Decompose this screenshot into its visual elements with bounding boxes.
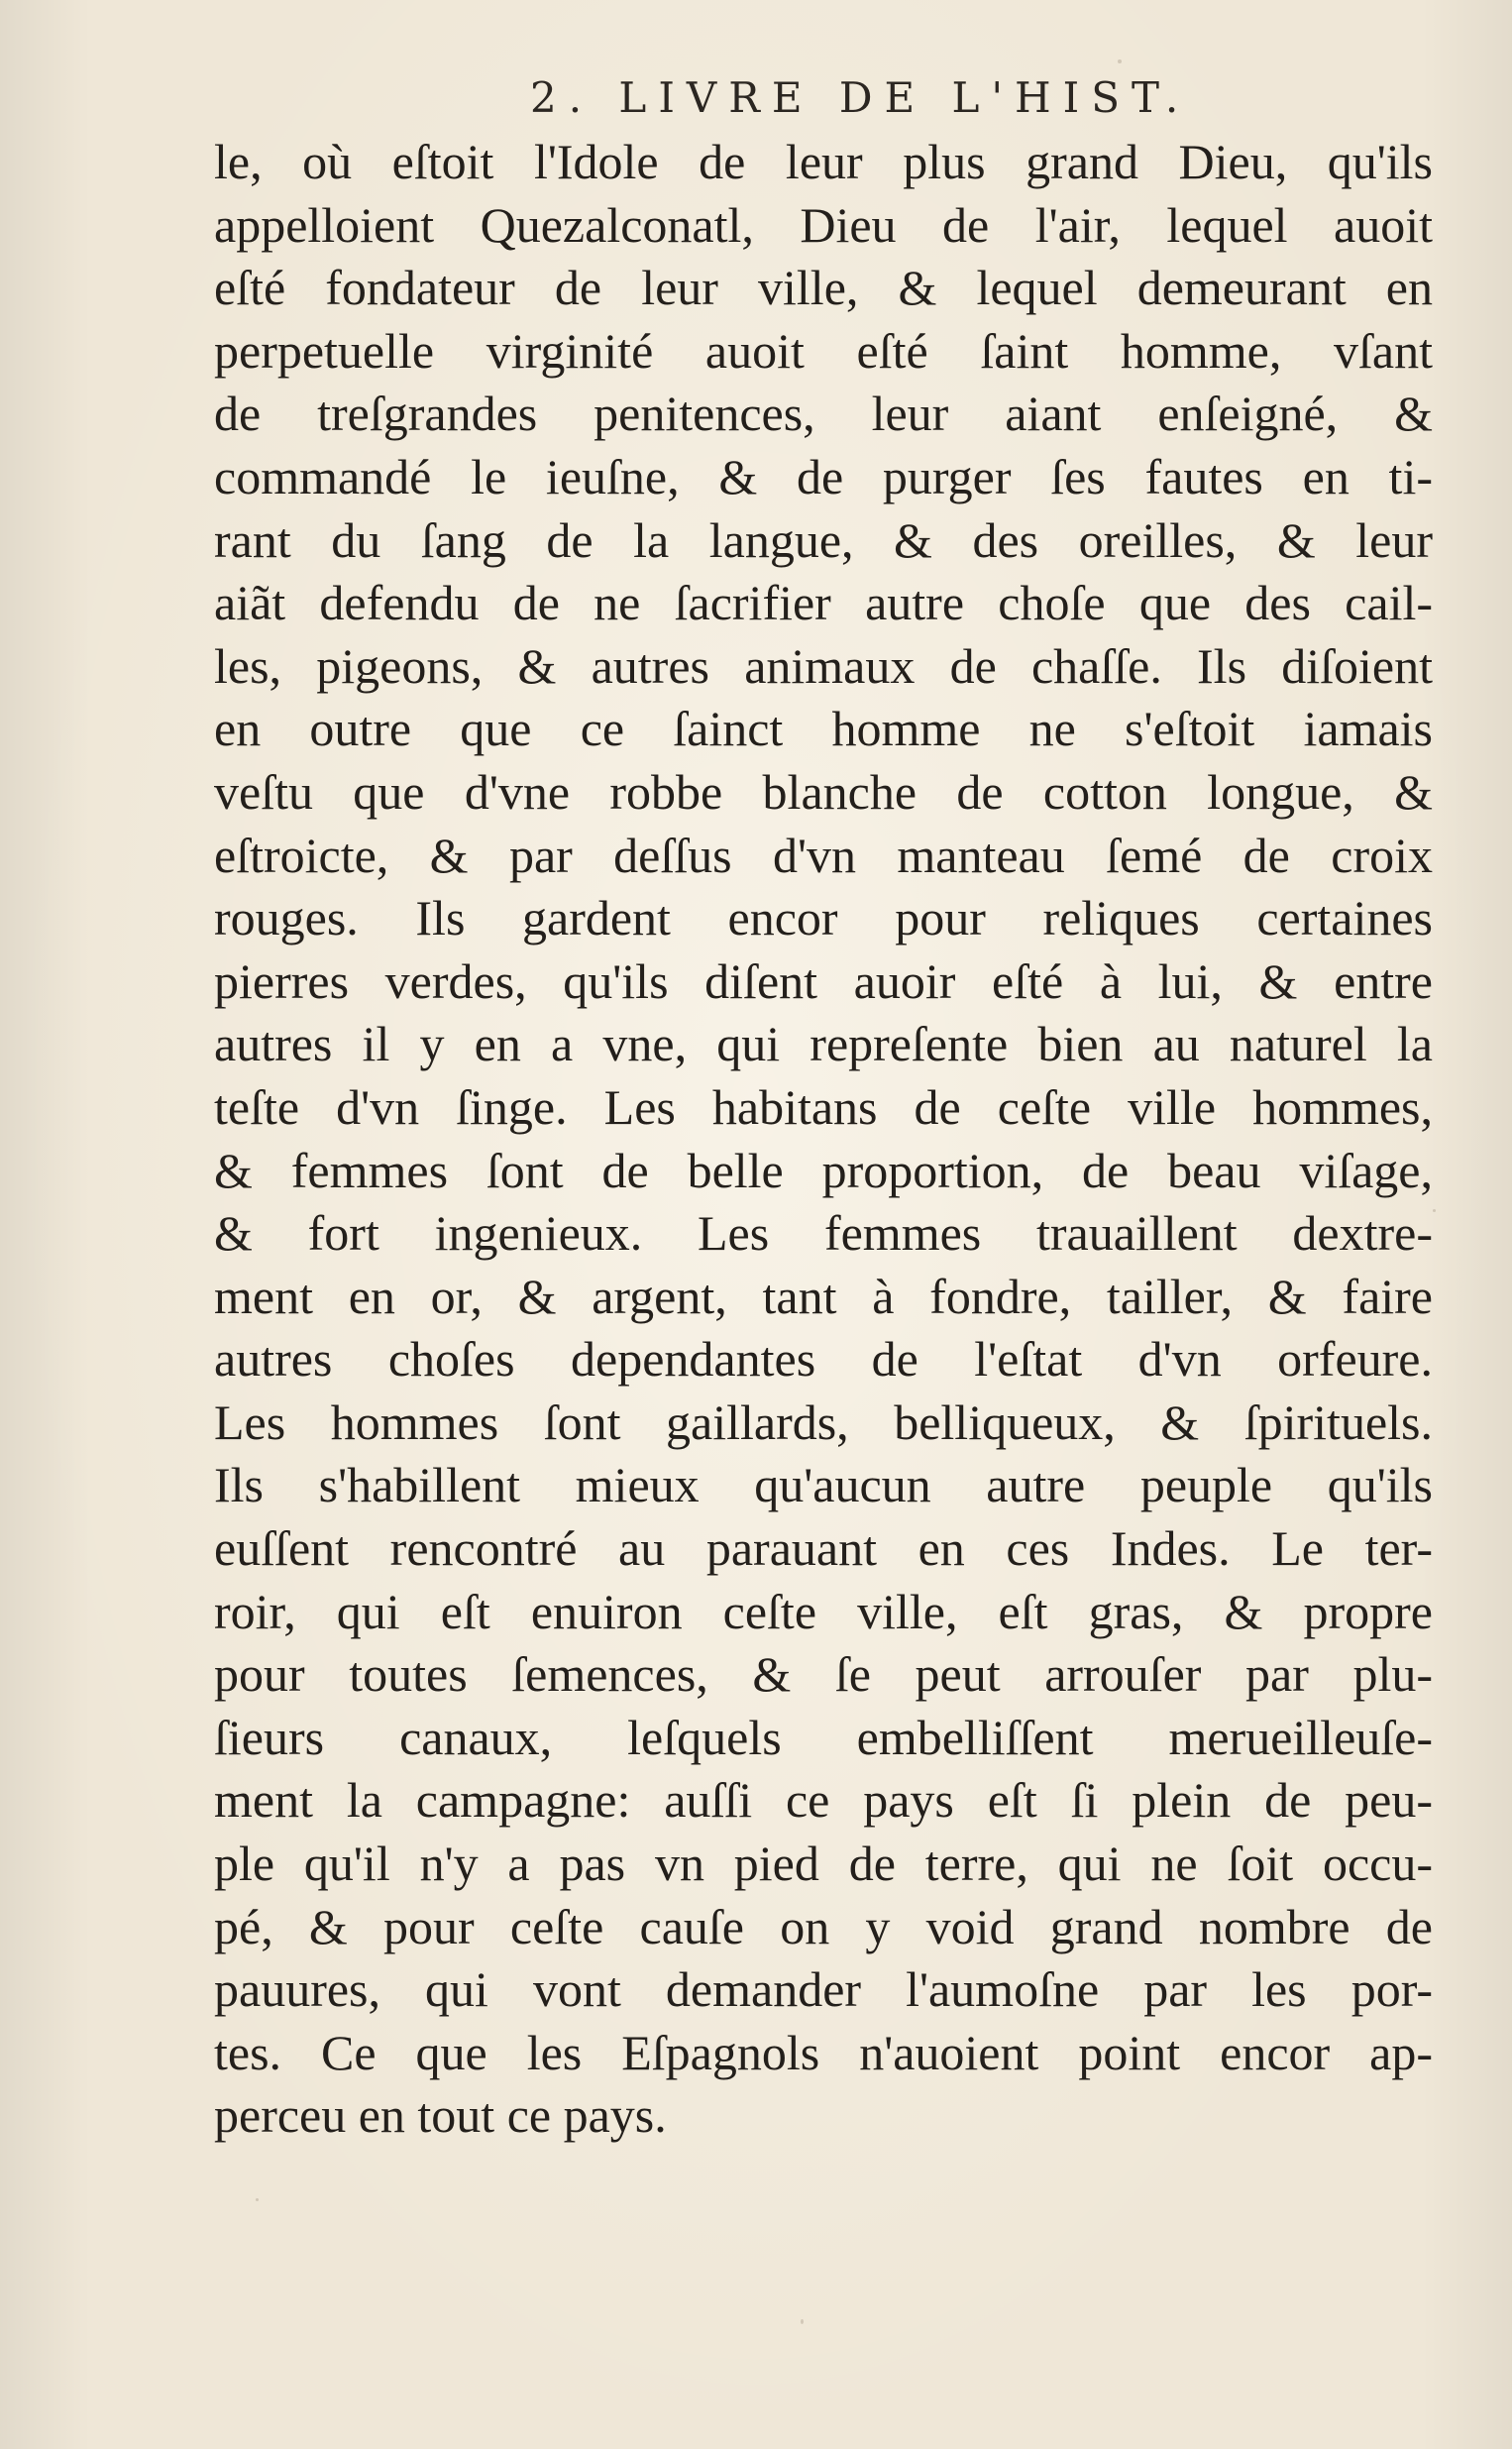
text-line: autres choſes dependantes de l'eſtat d'vn orfeure. <box>214 1331 1433 1388</box>
text-line: pauures, qui vont demander l'aumoſne par les por- <box>214 1961 1433 2018</box>
text-line: perpetuelle virginité auoit eſté ſaint homme, vſant <box>214 322 1433 379</box>
text-line: eſtroicte, & par deſſus d'vn manteau ſemé de croix <box>214 827 1433 883</box>
text-line: ment la campagne: auſſi ce pays eſt ſi plein de peu- <box>214 1772 1433 1829</box>
running-head: 2. LIVRE DE L'HIST. <box>530 73 1191 122</box>
text-line: ple qu'il n'y a pas vn pied de terre, qui ne ſoit occu- <box>214 1836 1433 1892</box>
text-line: autres il y en a vne, qui repreſente bien au naturel la <box>214 1016 1433 1072</box>
paper-speck <box>801 2319 804 2324</box>
text-line: ment en or, & argent, tant à fondre, tailler, & faire <box>214 1268 1433 1324</box>
text-line: pour toutes ſemences, & ſe peut arrouſer par plu- <box>214 1646 1433 1703</box>
paper-speck <box>256 2198 259 2201</box>
text-line: roir, qui eſt enuiron ceſte ville, eſt gras, & propre <box>214 1583 1433 1639</box>
paper-speck <box>1433 1209 1436 1212</box>
text-line: eſté fondateur de leur ville, & lequel demeurant en <box>214 260 1433 316</box>
text-line: en outre que ce ſainct homme ne s'eſtoit iamais <box>214 701 1433 757</box>
text-line: Les hommes ſont gaillards, belliqueux, & ſpirituels. <box>214 1393 1433 1450</box>
paper-speck <box>1118 59 1122 63</box>
text-line: euſſent rencontré au parauant en ces Indes. Le ter- <box>214 1520 1433 1577</box>
text-line: & fort ingenieux. Les femmes trauaillent dextre- <box>214 1205 1433 1262</box>
body-text <box>214 131 1433 2148</box>
text-line: les, pigeons, & autres animaux de chaſſe. Ils diſoient <box>214 637 1433 694</box>
text-line: & femmes ſont de belle proportion, de beau viſage, <box>214 1142 1433 1198</box>
text-line: rouges. Ils gardent encor pour reliques certaines <box>214 890 1433 946</box>
text-line: pierres verdes, qu'ils diſent auoir eſté à lui, & entre <box>214 952 1433 1009</box>
text-line: Ils s'habillent mieux qu'aucun autre peuple qu'ils <box>214 1457 1433 1513</box>
text-line: pé, & pour ceſte cauſe on y void grand nombre de <box>214 1898 1433 1954</box>
text-line: perceu en tout ce pays. <box>214 2087 667 2144</box>
text-line: le, où eſtoit l'Idole de leur plus grand Dieu, qu'ils <box>214 134 1433 189</box>
text-line: aiãt defendu de ne ſacrifier autre choſe que des cail- <box>214 575 1433 631</box>
text-line: tes. Ce que les Eſpagnols n'auoient point encor ap- <box>214 2024 1433 2080</box>
text-line: rant du ſang de la langue, & des oreilles, & leur <box>214 511 1433 568</box>
text-line: ſieurs canaux, leſquels embelliſſent merueilleuſe- <box>214 1709 1433 1765</box>
text-line: teſte d'vn ſinge. Les habitans de ceſte ville hommes, <box>214 1078 1433 1135</box>
text-line: commandé le ieuſne, & de purger ſes fautes en ti- <box>214 448 1433 504</box>
text-line: veſtu que d'vne robbe blanche de cotton longue, & <box>214 763 1433 820</box>
text-line: appelloient Quezalconatl, Dieu de l'air, lequel auoit <box>214 196 1433 253</box>
text-line: de treſgrandes penitences, leur aiant enſeigné, & <box>214 386 1433 442</box>
